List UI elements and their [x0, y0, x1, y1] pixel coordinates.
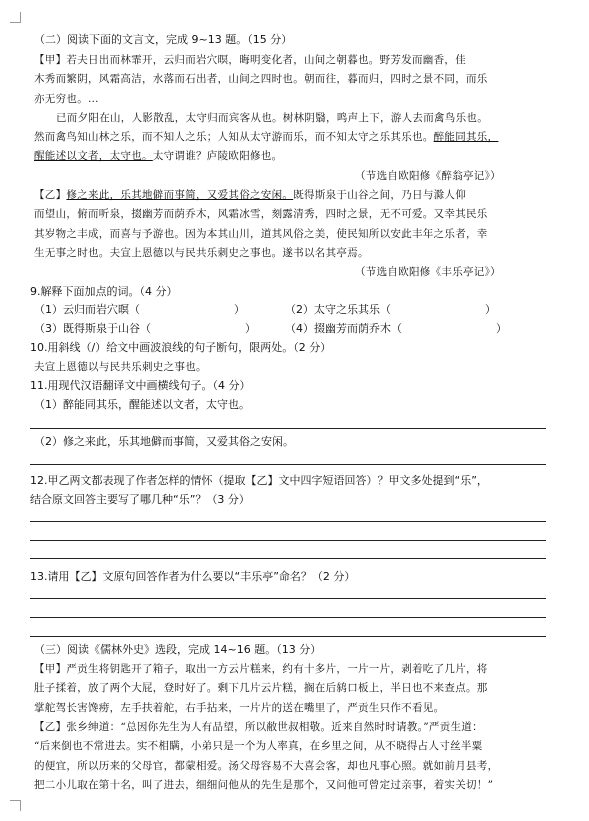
question-10-sentence: 夫宣上恩德以与民共乐刺史之事也。 [34, 361, 207, 373]
jia-paragraph1-line1: 【甲】若夫日出而林霏开，云归而岩穴暝，晦明变化者，山间之朝暮也。野芳发而幽香，佳 [34, 54, 467, 66]
jia-paragraph1-line3: 亦无穷也。… [34, 93, 99, 105]
yi-label: 【乙】 [34, 189, 67, 201]
answer-line-13-2[interactable] [30, 617, 546, 618]
question-9-item-3: （3）既得斯泉于山谷（ ） [34, 322, 256, 335]
s3-yi-line1: 【乙】张乡绅道：“总因你先生为人有品望，所以敝世叔相敬。近来自然时时请教。”严贡生道： [34, 721, 483, 733]
s3-jia-line1: 【甲】严贡生将钥匙开了箱子，取出一方云片糕来，约有十多片，一片一片，剥着吃了几片，将 [34, 663, 488, 675]
answer-line-13-1[interactable] [30, 598, 546, 599]
s3-yi-line2: “后来倒也不常进去。实不相瞒，小弟只是一个为人率真，在乡里之间，从不晓得占人寸丝半粟 [34, 740, 483, 752]
question-9-item-2: （2）太守之乐其乐（ ） [285, 303, 496, 316]
answer-line-11-1[interactable] [30, 428, 546, 429]
question-9-item-4: （4）掇幽芳而荫乔木（ ） [285, 322, 507, 335]
question-12-line2: 结合原文回答主要写了哪几种“乐”？（3 分） [30, 493, 250, 506]
question-9: 9.解释下面加点的词。（4 分） [30, 285, 178, 298]
s3-yi-line4: 把二小儿取在第十名，叫了进去，细细问他从的先生是那个，又问他可曾定过亲事，着实关切！” [34, 779, 494, 791]
question-11: 11.用现代汉语翻译文中画横线句子。（4 分） [30, 379, 251, 392]
jia-paragraph2-line1: 已而夕阳在山，人影散乱，太守归而宾客从也。树林阴翳，鸣声上下，游人去而禽鸟乐也。 [56, 112, 488, 124]
s3-jia-label: 【甲】 [34, 663, 67, 675]
answer-line-12-2[interactable] [30, 540, 546, 541]
yi-line3: 其岁物之丰成，而喜与予游也。因为本其山川，道其风俗之美，使民知所以安此丰年之乐者，幸 [34, 228, 488, 240]
yi-line2: 而望山，俯而听泉，掇幽芳而荫乔木，风霜冰雪，刻露清秀，四时之景，无不可爱。又幸其民乐 [34, 208, 488, 220]
section2-title: （二）阅读下面的文言文，完成 9~13 题。（15 分） [34, 33, 293, 46]
yi-underlined-sentence: 修之来此，乐其地僻而事简，又爱其俗之安闲。 [66, 189, 294, 201]
jia-paragraph2-line2: 然而禽鸟知山林之乐，而不知人之乐；人知从太守游而乐，而不知太守之乐其乐也。醉能同其乐， [34, 131, 499, 143]
yi-line4: 生无事之时也。夫宣上恩德以与民共乐刺史之事也。遂书以名其亭焉。 [34, 247, 369, 259]
question-13: 13.请用【乙】文原句回答作者为什么要以“丰乐亭”命名？（2 分） [30, 570, 356, 583]
jia-underlined-sentence-part1: 醉能同其乐， [433, 131, 499, 143]
s3-jia-line2: 肚子揉着，放了两个大屁，登时好了。剩下几片云片糕，搁在后鸫口板上，半日也不来查点。那 [34, 682, 488, 694]
s3-yi-label: 【乙】 [34, 721, 67, 733]
jia-source: （节选自欧阳修《醉翁亭记》） [355, 170, 501, 182]
corner-mark-bottom-left [10, 800, 21, 811]
question-12-line1: 12.甲乙两文都表现了作者怎样的情怀（提取【乙】文中四字短语回答）？甲文多处提到“乐”， [30, 474, 488, 487]
answer-line-13-3[interactable] [30, 636, 546, 637]
jia-label: 【甲】 [34, 54, 67, 66]
section3-title: （三）阅读《儒林外史》选段，完成 14~16 题。（13 分） [34, 643, 322, 656]
answer-line-12-3[interactable] [30, 558, 546, 559]
s3-jia-line3: 掌舵驾长害馋痨，左手扶着舵，右手拈来，一片片的送在嘴里了，严贡生只作不看见。 [34, 702, 445, 714]
s3-yi-line3: 的便宜，所以历来的父母官，都蒙相爱。汤父母容易不大喜会客，却也凡事心照。就如前月县考， [34, 760, 499, 772]
jia-paragraph2-line3: 醒能述以文者，太守也。太守谓谁？庐陵欧阳修也。 [34, 150, 283, 162]
yi-line1: 【乙】修之来此，乐其地僻而事简，又爱其俗之安闲。既得斯泉于山谷之间，乃日与滁人仰 [34, 189, 467, 201]
corner-mark-top-left [10, 12, 21, 23]
question-10: 10.用斜线（/）给文中画波浪线的句子断句，限两处。（2 分） [30, 341, 332, 354]
question-9-item-1: （1）云归而岩穴暝（ ） [34, 303, 245, 316]
yi-source: （节选自欧阳修《丰乐亭记》） [355, 266, 501, 278]
question-11-item-1: （1）醉能同其乐，醒能述以文者，太守也。 [34, 398, 250, 411]
answer-line-11-2[interactable] [30, 464, 546, 465]
question-11-item-2: （2）修之来此，乐其地僻而事简，又爱其俗之安闲。 [34, 435, 294, 448]
jia-paragraph1-line2: 木秀而繁阴，风霜高洁，水落而石出者，山间之四时也。朝而往，暮而归，四时之景不同，而乐 [34, 73, 488, 85]
jia-underlined-sentence-part2: 醒能述以文者，太守也。 [34, 150, 153, 162]
answer-line-12-1[interactable] [30, 521, 546, 522]
